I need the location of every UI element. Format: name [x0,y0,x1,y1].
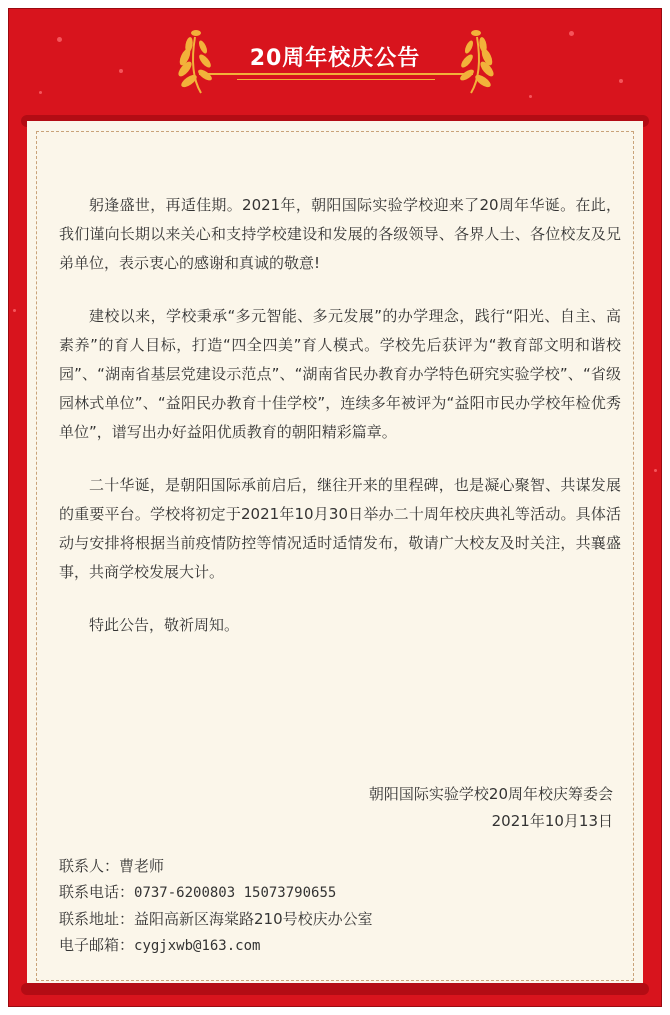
contact-email [59,932,373,959]
contact-address-label: 联系地址： [59,910,135,928]
decor-dot [13,309,16,312]
contact-phone-label: 联系电话： [59,883,135,901]
contact-person-value: 曹老师 [119,857,165,875]
announcement-body [59,191,621,664]
contact-email-value: cygjxwb@163.com [134,938,261,954]
paragraph: 建校以来，学校秉承“多元智能、多元发展”的办学理念，践行“阳光、自主、高素养”的育人目标，打造“四全四美”育人模式。学校先后获评为“教育部文明和谐校园”、“湖南省基层党建设示范点”、“湖南省民办教育办学特色研究实验学校”、“省级园林式单位”、“益阳民办教育十佳学校”，连续多年被评为“益阳市民办学校年检优秀单位”，谱写出办好益阳优质教育的朝阳精彩篇章。 [59,307,621,441]
signature-block [369,781,613,835]
paragraph: 躬逢盛世，再适佳期。2021年，朝阳国际实验学校迎来了20周年华诞。在此，我们谨向长期以来关心和支持学校建设和发展的各级领导、各界人士、各位校友及兄弟单位，表示衷心的感谢和真诚的敬意! [59,196,621,272]
header-banner [9,9,661,119]
contact-person-label: 联系人： [59,857,120,875]
signature-date: 2021年10月13日 [491,812,613,830]
paragraph: 特此公告，敬祈周知。 [89,616,240,634]
announcement-poster [8,8,662,1007]
scroll-bottom-edge [21,983,649,995]
announcement-paper [27,121,643,989]
signature-org: 朝阳国际实验学校20周年校庆筹委会 [368,785,613,803]
contact-address-value: 益阳高新区海棠路210号校庆办公室 [134,910,373,928]
contact-phone [59,879,373,906]
contact-email-label: 电子邮箱： [59,936,135,954]
contact-phone-value: 0737-6200803 15073790655 [134,885,337,901]
title-underline-short [237,79,435,80]
title-underline [199,73,473,75]
contact-address [59,906,373,932]
decor-dot [654,469,657,472]
contact-block [59,853,373,959]
page-title: 20周年校庆公告 [249,46,421,71]
contact-person [59,853,373,879]
paragraph: 二十华诞，是朝阳国际承前启后，继往开来的里程碑，也是凝心聚智、共谋发展的重要平台。学校将初定于2021年10月30日举办二十周年校庆典礼等活动。具体活动与安排将根据当前疫情防控等情况适时适情发布，敬请广大校友及时关注，共襄盛事，共商学校发展大计。 [59,476,621,581]
